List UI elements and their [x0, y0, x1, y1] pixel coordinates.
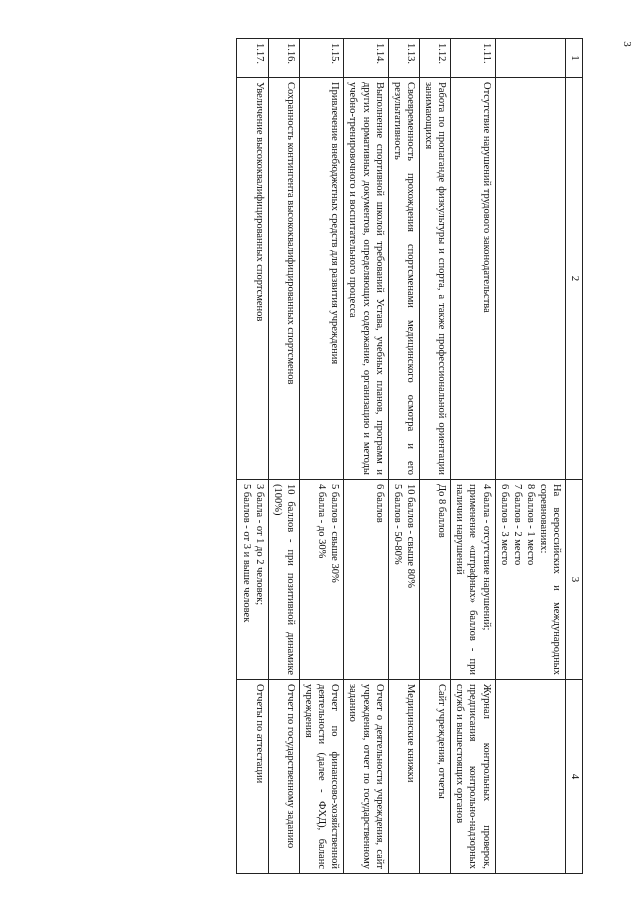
- points-cell: [495, 480, 566, 680]
- criterion-number: 1.11.: [451, 39, 495, 78]
- source-text: Отчет по государственному заданию: [268, 680, 299, 874]
- page-number: 3: [620, 41, 633, 47]
- points-cell: [451, 480, 495, 680]
- table-row: [344, 39, 388, 874]
- source-text: Сайт учреждения, отчеты: [420, 680, 451, 874]
- criterion-number: 1.12.: [420, 39, 451, 78]
- criterion-text: Работа по пропаганде физкультуры и спорта, а также профессиональной ориентации занимающихся: [420, 78, 451, 480]
- column-number-row: [566, 39, 583, 874]
- points-cell: [237, 480, 268, 680]
- points-line: 5 баллов - 50-80%: [391, 484, 403, 565]
- points-line: 5 баллов - свыше 30%: [329, 484, 341, 583]
- points-line: До 8 баллов: [436, 484, 448, 538]
- table-row: [237, 39, 268, 874]
- points-cell: [300, 480, 344, 680]
- points-line: применение «штрафных» баллов - при наличии нарушений: [454, 484, 479, 675]
- criteria-table: [237, 38, 584, 874]
- source-text: Отчеты по аттестации: [237, 680, 268, 874]
- points-line: 8 баллов - 1 место: [525, 484, 536, 566]
- criterion-number: 1.14.: [344, 39, 388, 78]
- column-number: 3: [566, 480, 583, 680]
- points-cell: [344, 480, 388, 680]
- column-number: 2: [566, 78, 583, 480]
- points-line: 10 баллов - свыше 80%: [405, 484, 416, 588]
- points-line: 7 баллов - 2 место: [511, 484, 523, 566]
- points-line: 4 балла - до 30%: [316, 484, 328, 559]
- table-row: [451, 39, 495, 874]
- column-number: 4: [566, 680, 583, 874]
- table-row: [388, 39, 419, 874]
- source-text: Журнал контрольных проверок, предписания контрольно-надзорных служб и вышестоящих органов: [451, 680, 495, 874]
- table-row: [268, 39, 299, 874]
- criterion-number: 1.16.: [268, 39, 299, 78]
- points-cell: [420, 480, 451, 680]
- criterion-number: 1.17.: [237, 39, 268, 78]
- criterion-number: 1.13.: [388, 39, 419, 78]
- table-row: [420, 39, 451, 874]
- criterion-text: [495, 78, 566, 480]
- points-cell: [388, 480, 419, 680]
- criterion-text: Выполнение спортивной школой требований Устава, учебных планов, программ и других нормативных документов, определяющих содержание, организацию и методы учебно-тренировочного и воспитательного процесса: [344, 78, 388, 480]
- criterion-number: [495, 39, 566, 78]
- criterion-text: Своевременность прохождения спортсменами медицинского осмотра и его результативность: [388, 78, 419, 480]
- table-row: [300, 39, 344, 874]
- criterion-text: Сохранность контингента высококвалифицированных спортсменов: [268, 78, 299, 480]
- source-text: Отчет о деятельности учреждения, сайт учреждения, отчет по государственному заданию: [344, 680, 388, 874]
- source-text: Медицинские книжки: [388, 680, 419, 874]
- points-line: На всероссийских и международных соревнованиях:: [538, 484, 563, 675]
- rotated-table-sheet: [56, 38, 583, 873]
- source-text: [495, 680, 566, 874]
- criterion-text: Привлечение внебюджетных средств для развития учреждения: [300, 78, 344, 480]
- points-line: 10 баллов - при позитивной динамике (100%): [271, 484, 296, 675]
- points-line: 6 баллов: [373, 484, 385, 523]
- points-line: 4 балла - отсутствие нарушений;: [480, 484, 492, 631]
- table-row: [495, 39, 566, 874]
- points-line: 6 баллов - 3 место: [498, 484, 510, 566]
- criteria-table-body: [237, 39, 583, 874]
- points-line: 5 баллов - от 3 и выше человек: [240, 484, 252, 623]
- criterion-number: 1.15.: [300, 39, 344, 78]
- points-cell: [268, 480, 299, 680]
- points-line: 3 балла - от 1 до 2 человек;: [253, 484, 265, 606]
- criterion-text: Отсутствие нарушений трудового законодательства: [451, 78, 495, 480]
- criterion-text: Увеличение высококвалифицированных спортсменов: [237, 78, 268, 480]
- column-number: 1: [566, 39, 583, 78]
- source-text: Отчет по финансово-хозяйственной деятельности (далее - ФХД), баланс учреждения: [300, 680, 344, 874]
